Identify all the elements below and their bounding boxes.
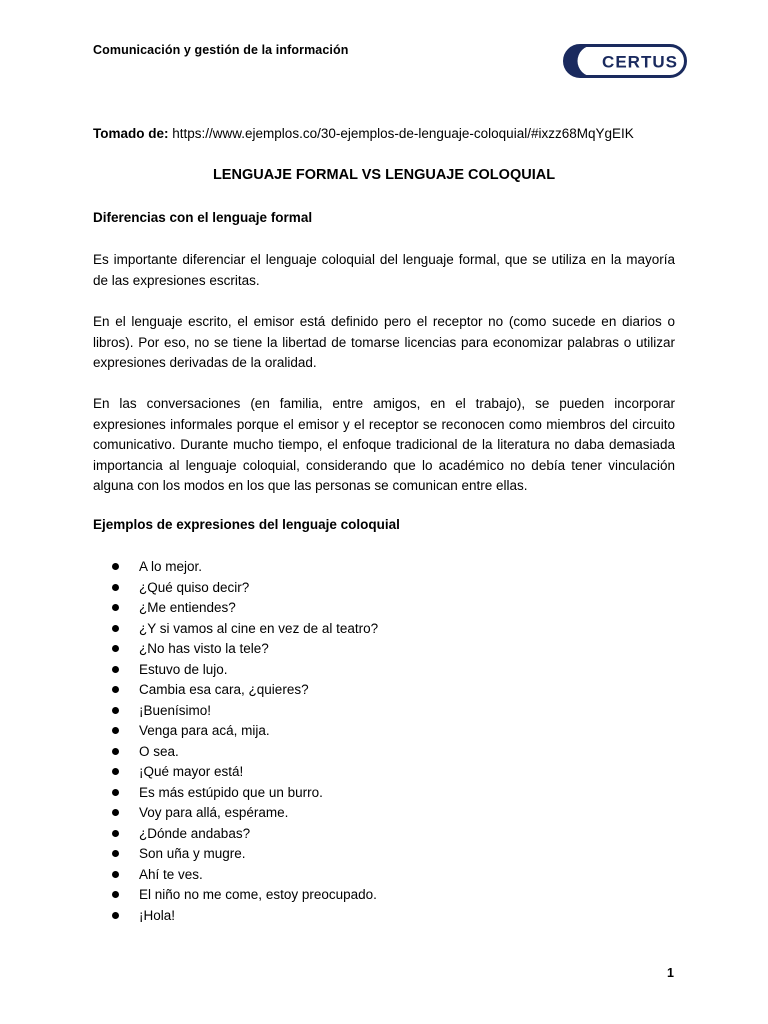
section-heading-examples: Ejemplos de expresiones del lenguaje coloquial [93, 517, 400, 532]
bullet-icon [112, 625, 119, 632]
list-item-text: ¡Qué mayor está! [139, 764, 244, 779]
list-item-text: ¿Dónde andabas? [139, 825, 251, 841]
bullet-icon [112, 850, 119, 857]
list-item [112, 578, 378, 599]
list-item [112, 742, 378, 763]
list-item-text: ¿Y si vamos al cine en vez de al teatro? [139, 620, 379, 636]
list-item [112, 680, 378, 701]
list-item [112, 783, 378, 804]
list-item-text: ¿Me entiendes? [139, 600, 236, 615]
page-number: 1 [667, 966, 674, 980]
list-item-text: ¡Buenísimo! [139, 702, 212, 718]
bullet-icon [112, 809, 119, 816]
examples-list [112, 557, 378, 926]
list-item-text: El niño no me come, estoy preocupado. [139, 887, 377, 902]
list-item-text: Ahí te ves. [139, 866, 203, 882]
certus-logo-icon [563, 44, 687, 78]
source-label: Tomado de: [93, 126, 169, 141]
paragraph-2: En el lenguaje escrito, el emisor está definido pero el receptor no (como sucede en diarios o libros). Por eso, no se tiene la libertad de tomarse licencias para economizar palabras o utilizar expresiones derivadas de la oralidad. [93, 314, 675, 370]
list-item [112, 701, 378, 722]
list-item [112, 721, 378, 742]
section-heading-differences: Diferencias con el lenguaje formal [93, 210, 313, 225]
list-item [112, 639, 378, 660]
list-item [112, 557, 378, 578]
bullet-icon [112, 563, 119, 570]
list-item-text: ¿Qué quiso decir? [139, 579, 250, 595]
list-item-text: Es más estúpido que un burro. [139, 784, 323, 800]
document-title: LENGUAJE FORMAL VS LENGUAJE COLOQUIAL [212, 167, 556, 183]
list-item-text: Estuvo de lujo. [139, 661, 228, 677]
list-item-text: A lo mejor. [139, 559, 203, 574]
list-item [112, 762, 378, 783]
certus-logo [563, 44, 687, 78]
bullet-icon [112, 666, 119, 673]
logo-text: CERTUS [602, 52, 678, 72]
bullet-icon [112, 686, 119, 693]
bullet-icon [112, 645, 119, 652]
source-url: https://www.ejemplos.co/30-ejemplos-de-lenguaje-coloquial/#ixzz68MqYgEIK [172, 126, 634, 141]
list-item-text: Venga para acá, mija. [139, 723, 270, 738]
list-item-text: ¿No has visto la tele? [139, 641, 269, 656]
bullet-icon [112, 584, 119, 591]
list-item [112, 844, 378, 865]
bullet-icon [112, 789, 119, 796]
list-item [112, 803, 378, 824]
list-item [112, 865, 378, 886]
list-item-text: ¡Hola! [139, 907, 176, 923]
list-item-text: Cambia esa cara, ¿quieres? [139, 682, 309, 697]
bullet-icon [112, 912, 119, 919]
course-title: Comunicación y gestión de la información [93, 43, 349, 57]
list-item [112, 906, 378, 927]
bullet-icon [112, 830, 119, 837]
bullet-icon [112, 768, 119, 775]
bullet-icon [112, 727, 119, 734]
list-item [112, 824, 378, 845]
list-item [112, 619, 378, 640]
paragraph-1: Es importante diferenciar el lenguaje coloquial del lenguaje formal, que se utiliza en la mayoría de las expresiones escritas. [93, 252, 675, 288]
list-item [112, 660, 378, 681]
paragraph-3: En las conversaciones (en familia, entre amigos, en el trabajo), se pueden incorporar expresiones informales porque el emisor y el receptor se reconocen como miembros del circuito comunicativo. Durante mucho tiempo, el enfoque tradicional de la literatura no daba demasiada importancia al lenguaje coloquial, considerando que lo académico no debía tener vinculación alguna con los modos en los que las personas se comunican entre ellas. [93, 396, 675, 493]
list-item-text: Son uña y mugre. [139, 846, 246, 861]
list-item-text: O sea. [139, 743, 179, 759]
bullet-icon [112, 748, 119, 755]
source-line [93, 126, 634, 141]
bullet-icon [112, 604, 119, 611]
list-item [112, 885, 378, 906]
bullet-icon [112, 707, 119, 714]
list-item [112, 598, 378, 619]
list-item-text: Voy para allá, espérame. [139, 805, 289, 820]
bullet-icon [112, 871, 119, 878]
bullet-icon [112, 891, 119, 898]
